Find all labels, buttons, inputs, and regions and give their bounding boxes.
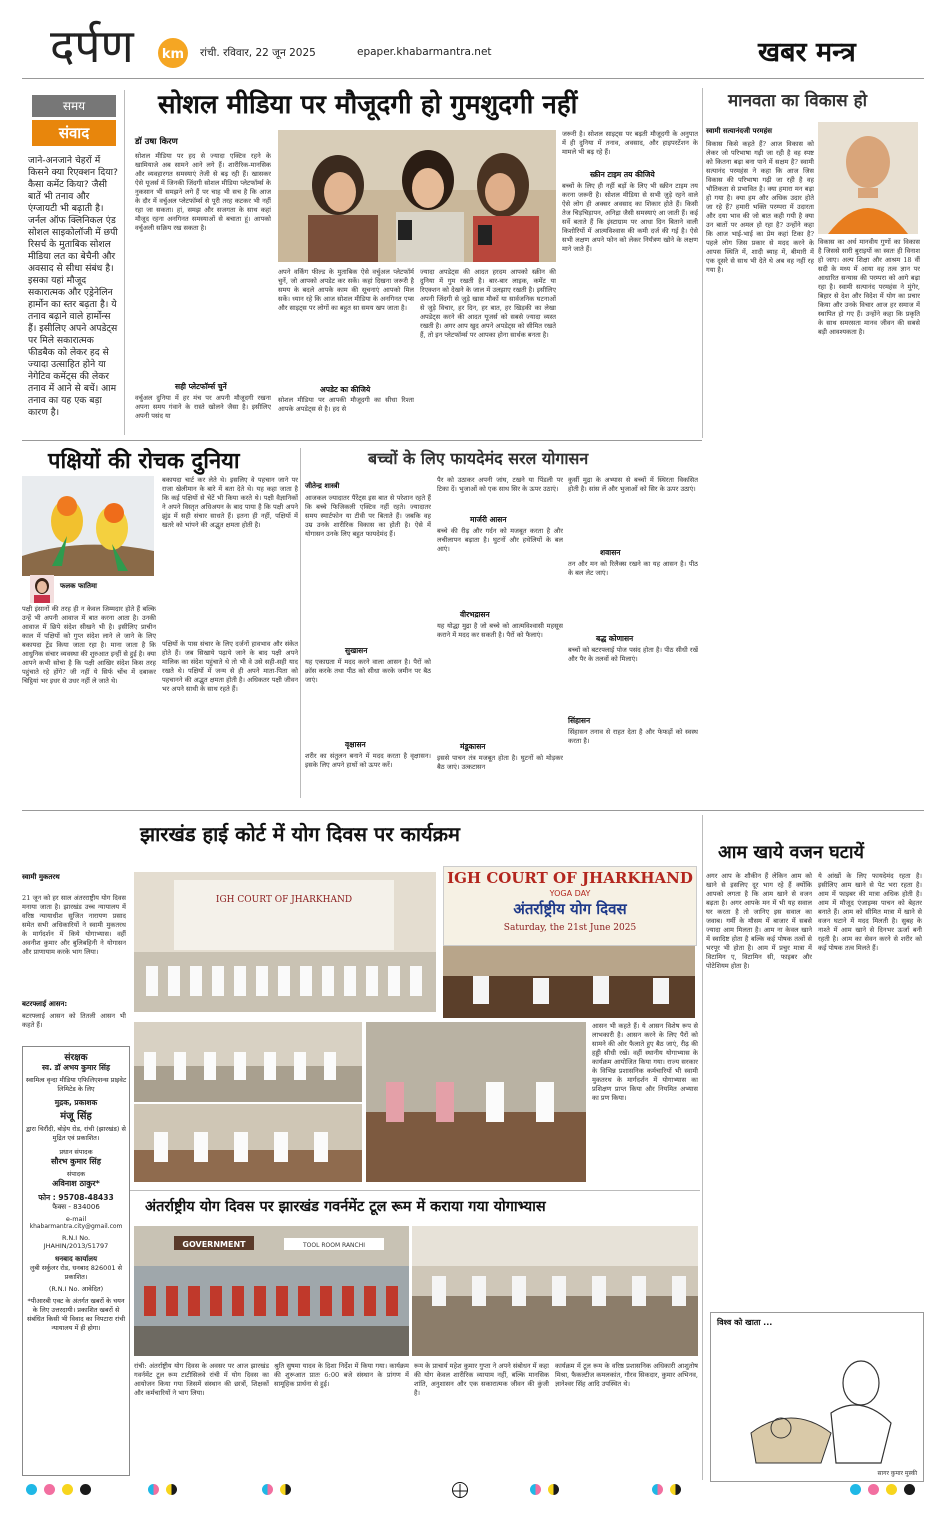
color-dot-half-2 <box>166 1484 177 1495</box>
govt-col4: कार्यक्रम में टूल रूम के वरिष्ठ प्रशासनिक अधिकारी आशुतोष मिश्रा, फैकल्टीज कमलकांत, गौरव सिकदार, कुमार अभिनव, ज्ञानेश्वर सिंह आदि उपस्थित थे। <box>555 1362 698 1388</box>
govt-sign-1: GOVERNMENT <box>182 1240 246 1249</box>
color-dot-pink-r <box>868 1484 879 1495</box>
imprint-line4: मंजू सिंह <box>60 1111 92 1122</box>
masthead-date: रांची. रविवार, 22 जून 2025 <box>200 47 316 59</box>
birds-col2: बकायदा चार्ट कर लेते थे। इसलिए वे पहचान जाने पर राजा खेलीमान के बारे में बता देते थे। यह कहा जाता है कि कई पक्षियों से चेटें भी किया करते थे। पक्षी वैज्ञानिकों ने अपने विस्तृत अधिअयन के बाद पाया है कि पक्षी अपने झुंड में सही संचार साधते हैं। इतना ही नहीं, पक्षियों में खतरे को भांपने की अद्भुत क्षमता होती है। <box>162 476 298 529</box>
imprint-line5: द्वारा चिरौंदी, बोड़ेय रोड, रांची (झारखंड) से मुद्रित एवं प्रकाशित। <box>26 1125 126 1142</box>
imprint-line10: फोन : 95708-48433 <box>38 1193 114 1202</box>
masthead-url[interactable]: epaper.khabarmantra.net <box>357 46 492 58</box>
yoga-kids-headline: बच्चों के लिए फायदेमंद सरल योगासन <box>368 449 589 468</box>
registration-mark-icon <box>452 1482 468 1498</box>
samay-column-body: जाने-अनजाने चेहरों में किसने क्या रिएक्शन दिया? कैसा कमेंट किया? जैसी बातें भी तनाव और एंग्जायटी भी बढ़ाती है। जर्नल ऑफ क्लिनिकल एंड सोशल साइकोलॉजी में छपी रिसर्च के मुताबिक सोशल मीडिया लत का बेचैनी और अवसाद से सीधा संबंध है। इसका यहां मौजूद सकारात्मक और एड्रेनेलिन हार्मोन का स्तर बढ़ता है। ये तनाव बढ़ाने वाले हार्मोन्स हैं। इसीलिए अपने अपडेट्स पर मिले सकारात्मक फीडबैक को लेकर हद से ज्यादा उत्साहित होने या नेगेटिव कमेंट्स की लेकर तनाव में आने से बचें। आम तनाव का यह एक बड़ा कारण है। <box>28 155 118 418</box>
lead-col2b: सोशल मीडिया पर आपकी मौजूदगी का सीधा रिश्ता आपके अपडेट्स से है। हद से <box>278 396 414 413</box>
court-banner-date: Saturday, the 21st June 2025 <box>503 923 637 933</box>
yoga-kids-col3d: सिंहासन तनाव से राहत देता है और फेफड़ों को स्वस्थ करता है। <box>568 728 698 745</box>
imprint-line2: स्वामित्व वृन्दा मीडिया एफिलिएशन्स प्राइवेट लिमिटेड के लिए <box>25 1076 127 1093</box>
birds-headline: पक्षियों की रोचक दुनिया <box>48 449 240 474</box>
yoga-kids-col1c: शरीर का संतुलन बनाने में मदद करता है वृक्षासन। इसके लिए अपने हाथों को ऊपर करें। <box>305 752 431 769</box>
court-photo-group-2 <box>134 1104 362 1182</box>
lead-sub2: अपडेट का कीजिये <box>320 385 371 394</box>
birds-byline: फलक फातिमा <box>60 582 97 590</box>
mango-cartoon-label: विश्व को खाता ... <box>717 1318 773 1327</box>
spiritual-col1: विकास किसे कहते हैं? आज विकास को लेकर जो परिभाषा गढ़ी जा रही है वह स्पष्ट को कितना बढ़ा बना पाने में सक्षम है? स्वामी सत्यानंद परमहंस ने कहा कि आज जिस विकास की परिभाषा गढ़ी जा रही है वह भौतिकता से प्रभावित है। क्या हमारा मन बढ़ा हो गया है। क्या हम और अधिक उदार होते जा रहे हैं? हमारी भक्ति परम्परा में उदारता और दया भाव की जो बात कही गयी है क्या उन बातों पर अमल हो रहा है? उन्होंने कहा कि आज भाई-भाई का प्रेम कहां टिका है? पहले लोग जिस प्रकार से मदद करने के आपस स्थिति में, शादी ब्याह में, बीमारी में एक दूसरे से साथ भी देते थे अब वह नहीं रह गया है। <box>706 140 814 274</box>
birds-author-photo <box>30 575 54 603</box>
lead-right-divider <box>702 88 703 438</box>
yoga-kids-col2c: यह योद्धा मुद्रा है जो बच्चे को आत्मविश्वासी महसूस कराने में मदद कर सकती है। पैरों को फैलाएं। <box>437 622 563 639</box>
imprint-line19: *पीआरबी एक्ट के अंतर्गत खबरों के चयन के लिए उत्तरदायी। प्रकाशित खबरों से संबंधित किसी भी विवाद का निपटारा रांची न्यायालय में ही होगा। <box>26 1297 126 1332</box>
color-dot-half-5 <box>530 1484 541 1495</box>
color-dot-half-7 <box>652 1484 663 1495</box>
imprint-line12: e-mail <box>65 1215 87 1223</box>
court-headline: झारखंड हाई कोर्ट में योग दिवस पर कार्यक्रम <box>140 822 460 846</box>
lead-headline: सोशल मीडिया पर मौजूदगी हो गुमशुदगी नहीं <box>158 90 578 120</box>
birds-col1: पक्षी इंसानों की तरह ही न केवल जिम्मदार होते हैं बल्कि उन्हें भी अपनी आवाज में बात करना आता है। उनकी आवाज में छिपे संदेश सीखने भी है। इसीलिए प्राचीन काल में पक्षियों को गुप्त संदेश लाने ले जाने के लिए बकायदा ट्रेंड किया जाता रहा है। माना जाता है कि आधुनिक संचार व्यवस्था की शुरुआत इन्हीं से हुई है। क्या आपने कभी सोचा है कि पक्षी आखिर संदेश किस तरह पहुंचाते रहे होंगे? जी नहीं ये सिर्फ चोंच में दबाकर चिट्ठियां भर इधर से उधर नहीं ले जाते थे। <box>22 605 156 685</box>
imprint-line1: स्व. डॉ अभय कुमार सिंह <box>42 1063 110 1072</box>
court-banner-title-hi: अंतर्राष्ट्रीय योग दिवस <box>513 900 627 918</box>
color-dot-yellow <box>62 1484 73 1495</box>
lead-col4b: बच्चों के लिए ही नहीं बड़ों के लिए भी स्क्रीन टाइम तय करना जरूरी है। सोशल मीडिया से सभी ज़ुड़े रहने वाले ऐसे लोग ही अक्सर अवसाद का शिकार होते हैं। किसी तेज चिड़चिड़ापन, अनिद्रा जैसी समस्याएं आ जाती हैं। कई सर्वे बताते हैं कि इंस्टाग्राम पर आधा दिन बिताने वाली किशोरियों में आत्मविश्वास की कमी दर्ज की गई है। ऐसे सभी लक्षण अपने फोन को लेकर निर्यंत्रण खोने के लक्षण माने जाते हैं। <box>562 182 698 253</box>
imprint-line18: (R.N.I No. आवेदित) <box>48 1285 104 1293</box>
govt-photo-hall <box>412 1226 698 1356</box>
yoga-kids-sub2b: वीरभद्रासन <box>460 610 490 619</box>
mango-col1: अगर आप के शौकीन हैं लेकिन आम को खाने से इसलिए दूर भाग रहे हैं क्योंकि आपको लगता है कि आम खाने से वजन बढ़ता है। अगर आपके मन में भी यह सवाल घर करता है तो जानिए इस सवाल का जवाब। गर्मी के मौसम में बाजार में सबसे ज्यादा आम मिलता है। आम ना केवल खाने में स्वादिष्ट होता है बल्कि कई पोषक तत्वों से भरपूर भी होता है। आम में प्रचुर मात्रा में विटामिन ए, विटामिन सी, फाइबर और पोटेशियम होता है। <box>706 872 812 970</box>
court-banner-yoga-day: YOGA DAY <box>549 889 591 898</box>
govt-col3: रूम के प्राचार्य महेश कुमार गुप्ता ने अपने संबोधन में कहा की योग केवल शारीरिक व्यायाम नहीं, बल्कि मानसिक शांति, अनुशासन और एक सकारात्मक जीवन की कुंजी है। <box>414 1362 549 1397</box>
yoga-kids-col2: पैर को उठाकर अपनी जांघ, टखने या पिंडली पर टिका दें। भुजाओं को एक साथ सिर के ऊपर उठाएं। <box>437 476 563 493</box>
imprint-line6: प्रधान संपादक <box>59 1148 93 1156</box>
lead-col1: सोशल मीडिया पर हद से ज्यादा एक्टिव रहने के खामियाजे अब सामने आने लगे हैं। शारीरिक-मानसिक और व्यवहारगत समस्याएं तेजी से बढ़ रही हैं। खासकर ऐसे यूजर्स में जिनकी जिंदगी सोशल मीडिया प्लेटफॉर्म्स के नुकसान भी समझने लगे हैं पर चाह भी सच है कि आज के दौर में वर्चुअल प्लेटफॉर्म्स से पूरी तरह कटकर भी नहीं रहा जा सकता। हां, समझ और सजगता के साथ कहां मौजूद रहना अनगिनत समस्याओं से बचाता हूं। आपको वर्चुअली सक्रिय रख सकता है। <box>135 152 271 232</box>
samay-tag <box>32 95 116 117</box>
court-photo-hall <box>134 872 436 1012</box>
section-rule-1 <box>22 440 702 441</box>
masthead-right-logo: खबर मन्त्र <box>758 37 856 68</box>
yoga-kids-sub2: मार्जरी आसन <box>470 515 507 524</box>
color-dot-pink <box>44 1484 55 1495</box>
lead-col3: ज्यादा अपडेट्स की आदत हरदम आपको स्क्रीन की दुनिया में गुम रखती है। बार-बार लाइक, कमेंट या रिएक्शन को देखने के जाल में उलझाए रखती है। इसीलिए अपनी जिंदगी से जुड़े खास मौकों या सार्वजनिक घटनाओं से जुड़े विचार, हर दिन, हर बात, हर खिड़की का लेखा अपडेट्स करने की आदत यूजर्स को सबसे ज्यादा व्यस्त रखती है। अगर आप खुद अपने अपडेट्स को सीमित रखते हैं, तो इन प्लेटफॉर्म्स पर आपका होना सार्थक बनता है। <box>420 268 556 339</box>
color-dot-cyan <box>26 1484 37 1495</box>
lead-col4: जरूरी है। सोशल साइट्स पर बढ़ती मौजूदगी के अनुपात में ही दुनिया में तनाव, अवसाद, और हाइपरटेंशन के मामले भी बढ़ रहे हैं। <box>562 130 698 156</box>
imprint-line17: लुबी सर्कुलर रोड, धनबाद 826001 से प्रकाशित। <box>29 1264 123 1281</box>
yoga-kids-byline: जीतेन्द्र शास्त्री <box>305 482 340 490</box>
imprint-line8: संपादक <box>66 1170 86 1178</box>
govt-headline: अंतर्राष्ट्रीय योग दिवस पर झारखंड गवर्नमेंट टूल रूम में कराया गया योगाभ्यास <box>145 1199 546 1215</box>
imprint-line3: मुद्रक, प्रकाशक <box>54 1098 98 1107</box>
yoga-kids-sub3: शवासन <box>600 548 621 557</box>
yoga-kids-col3c: बच्चों को बटरफ्लाई पोज पसंद होता है। पीठ सीधी रखें और पैर के तलवों को मिलाएं। <box>568 646 698 663</box>
court-sub: बटरफ्लाई आसन: <box>22 1000 68 1008</box>
imprint-title: संरक्षक <box>64 1053 88 1063</box>
color-dot-half-3 <box>262 1484 273 1495</box>
yoga-kids-sub3c: सिंहासन <box>568 716 591 725</box>
spiritual-col2: विकास का अर्थ मानवीय गुणों का विकास है जिससे सारी बुराइयों का स्वतः ही विनाश हो जाए। अल्प शिक्षा और आश्रम 18 वीं सदी के मध्य में आया वह तत्व ज्ञान पर आधारित सन्यास की परम्परा को आगे बढ़ा रहा है। स्वामी सत्यानंद परमहंस ने मुंगेर, बिहार से देश और विदेश में योग का प्रचार किया और उनके विचार आज हर समाज में स्थापित हो गए हैं। उन्होंने कहा कि प्रकृति के साथ समरसता मानव जीवन की सबसे बड़ी आवश्यकता है। <box>818 238 920 336</box>
yoga-kids-col3: कुर्सी मुद्रा के अभ्यास से बच्चों में स्थिरता विकसित होती है। सांस लें और भुजाओं को सिर के ऊपर उठाएं। <box>568 476 698 493</box>
brand-logo-icon <box>158 38 188 68</box>
samay-divider <box>124 90 125 435</box>
spiritual-portrait <box>818 122 918 234</box>
spiritual-title: मानवता का विकास हो <box>728 91 867 111</box>
color-dot-black-r <box>904 1484 915 1495</box>
yoga-kids-col1: आजकल ज्यादातर पैरेंट्स इस बात से परेशान रहते हैं कि बच्चे फिजिकली एक्टिव नहीं रहते। ज्यादातर समय स्मार्टफोन या टीवी पर बिताते हैं। जबकि वह उम्र उनके शारीरिक विकास का होती है। ऐसे में योगासन उनके लिए बहुत फायदेमंद हैं। <box>305 494 431 538</box>
court-body2: बटरफ्लाई आसन को तितली आसन भी कहते हैं। <box>22 1012 126 1029</box>
court-mango-divider <box>702 815 703 1480</box>
svg-text:km: km <box>161 47 185 62</box>
govt-photo-building <box>134 1226 409 1356</box>
court-banner-title-en: IGH COURT OF JHARKHAND <box>447 869 693 887</box>
court-side-text: आसन भी कहते हैं। ये आसन विशेष रूप से लाभकारी है। आसन करने के लिए पैरों को सामने की ओर फैलाते हुए बैठ जाएं, रीढ़ की हड्डी सीधी रखें। वहीं स्थानीय योगाभ्यास के कार्यक्रम आयोजित किया गया। राज्य सरकार के विभिन्न प्रशासनिक कर्मचारियों भी स्वामी मुकतरथ के मार्गदर्शन में योगाभ्यास का प्रशिक्षण प्राप्त किया और नियमित अभ्यास का प्रण किया। <box>592 1022 698 1102</box>
lead-sub4: स्क्रीन टाइम तय कीजिये <box>590 170 655 179</box>
yoga-kids-col3b: तन और मन को रिलैक्स रखने का यह आसन है। पीठ के बल लेट जाएं। <box>568 560 698 577</box>
mango-col2: ये आंखों के लिए फायदेमंद रहता है। इसीलिए आम खाने से पेट भरा रहता है। आम में फाइबर की मात्रा अधिक होती है। आम में मौजूद एंजाइम्स पाचन को बेहतर बनाते हैं। आम को सीमित मात्रा में खाने से वजन घटाने में मदद मिलती है। सुबह के नाश्ते में आम खाने से दिनभर ऊर्जा बनी रहती है। आम का सेवन करने से शरीर को कई पोषक तत्व मिलते हैं। <box>818 872 922 952</box>
court-photo-group-3 <box>366 1022 586 1182</box>
mango-headline: आम खाये वजन घटायें <box>718 842 864 863</box>
imprint-line14: R.N.I No. <box>61 1234 91 1242</box>
govt-col2: श्रुति सुषमा यादव के दिशा निर्देश में किया गया। कार्यक्रम की शुरूआत प्रातः 6:00 बजे संस्थान के प्रांगण में सामूहिक प्रार्थना से हुई। <box>274 1362 409 1388</box>
color-dot-cyan-r <box>850 1484 861 1495</box>
lead-sub1: सही प्लेटफॉर्म्स चुनें <box>175 382 227 391</box>
court-body: 21 जून को हर साल अंतरराष्ट्रीय योग दिवस मनाया जाता है। झारखंड उच्च न्यायालय में वरिष्ठ न्यायाधीश सुजित नारायण प्रसाद समेत सभी अधिकारियों ने स्वामी मुकतरथ के मार्गदर्शन में किये योगाभ्यास। वहीं अवनीश कुमार और बुलिबहिनी ने योगासन और प्राणायाम करके भाग लिया। <box>22 894 126 956</box>
imprint-line15: JHAHIN/2013/51797 <box>43 1242 109 1250</box>
court-photo-group-1 <box>134 1022 362 1102</box>
court-stage-banner-text: IGH COURT OF JHARKHAND <box>215 895 353 905</box>
lead-photo-women-phones <box>278 130 556 262</box>
imprint-line9: अविनाश ठाकुर* <box>52 1179 100 1188</box>
imprint-line16: धनबाद कार्यालय <box>54 1255 98 1263</box>
lead-col2: अपने वर्किंग फील्ड के मुताबिक ऐसे वर्चुअल प्लेटफॉर्म चुनें, जो आपको अपडेट कर सकें। कहां दिखना जरूरी है समय के बदले आपके काम की सूचनाएं आपको मिल सकें। ध्यान रहे कि आज सोशल मीडिया के अनगिनत एप्स और साइट्स पर लोगों का बहुत सा समय खप जाता है। <box>278 268 414 312</box>
samvad-tag-label: संवाद <box>58 124 90 142</box>
mango-cartoon-credit: सागर कुमार मुस्की <box>877 1470 917 1477</box>
govt-col1: रांची: अंतर्राष्ट्रीय योग दिवस के अवसर पर आज झारखंड गवर्नमेंट टूल रूम टाटीसिलवे रांची में योग दिवस का आयोजन किया गया जिसमें संस्थान की छात्रों, शिक्षकों और कर्मचारियों ने भाग लिया। <box>134 1362 269 1397</box>
birds-photo-parrots <box>22 476 154 576</box>
footer-color-marks <box>0 1478 945 1502</box>
color-dot-yellow-r <box>886 1484 897 1495</box>
imprint-email[interactable]: khabarmantra.city@gmail.com <box>29 1223 123 1230</box>
lead-byline: डॉ उषा किरण <box>135 137 178 147</box>
section-rule-3 <box>130 1190 700 1191</box>
yoga-kids-sub3b: बद्ध कोणासन <box>596 634 634 643</box>
court-byline: स्वामी मुकतरथ <box>22 873 60 881</box>
mango-cartoon <box>710 1312 924 1482</box>
lead-col1b: वर्चुअल दुनिया में हर मंच पर अपनी मौजूदगी रखना अपना समय गंवाने के रास्ते खोलने जैसा है। इसीलिए अपनी पसंद या <box>135 394 271 420</box>
color-dot-black <box>80 1484 91 1495</box>
color-dot-half-8 <box>670 1484 681 1495</box>
govt-sign-2: TOOL ROOM RANCHI <box>302 1242 366 1249</box>
color-dot-half-6 <box>548 1484 559 1495</box>
yoga-kids-col1b: यह एकाग्रता में मदद करने वाला आसन है। पैरों को क्रॉस करके तथा पीठ को सीधा करके जमीन पर बैठ जाएं। <box>305 658 431 684</box>
imprint-box <box>22 1046 130 1476</box>
samay-tag-label: समय <box>62 99 86 113</box>
court-banner-yoga-day <box>443 866 697 946</box>
yoga-kids-col2b: बच्चे की रीढ़ और गर्दन को मजबूत करता है और लचीलापन बढ़ाता है। घुटनों और हथेलियों के बल आएं। <box>437 527 563 553</box>
imprint-line11: फैक्स - 834006 <box>52 1203 100 1211</box>
birds-col3: पक्षियों के पास संचार के लिए दर्जनों हावभाव और संकेत होते हैं। जब सिखाये पढ़ाये जाने के बाद पक्षी अपने मालिक का संदेश पहुंचाते थे तो भी वे उसे सही-सही याद रखते थे। पक्षियों में जन्म से ही अपने माता-पिता को पहचानने की अद्भुत क्षमता होती है। अधिकतर पक्षी जीवन भर अपने साथी के साथ रहते हैं। <box>162 640 298 693</box>
imprint-line7: सौरभ कुमार सिंह <box>51 1157 101 1166</box>
samvad-tag <box>32 120 116 146</box>
spiritual-byline: स्वामी सत्यानंदजी परमहंस <box>706 127 773 135</box>
masthead-rule <box>22 78 924 79</box>
masthead-left-logo: दर्पण <box>50 19 134 73</box>
yoga-kids-col2d: इससे पाचन तंत्र मजबूत होता है। घुटनों को मोड़कर बैठ जाएं। उत्कटासन <box>437 754 563 771</box>
birds-yoga-divider <box>300 448 301 798</box>
color-dot-half-1 <box>148 1484 159 1495</box>
yoga-kids-sub2c: मंडूकासन <box>460 742 486 751</box>
court-photo-stage <box>443 946 695 1018</box>
masthead <box>0 0 945 78</box>
section-rule-2 <box>22 810 924 811</box>
color-dot-half-4 <box>280 1484 291 1495</box>
yoga-kids-sub1c: वृक्षासन <box>345 740 366 749</box>
yoga-kids-sub1: सुखासन <box>345 646 368 655</box>
